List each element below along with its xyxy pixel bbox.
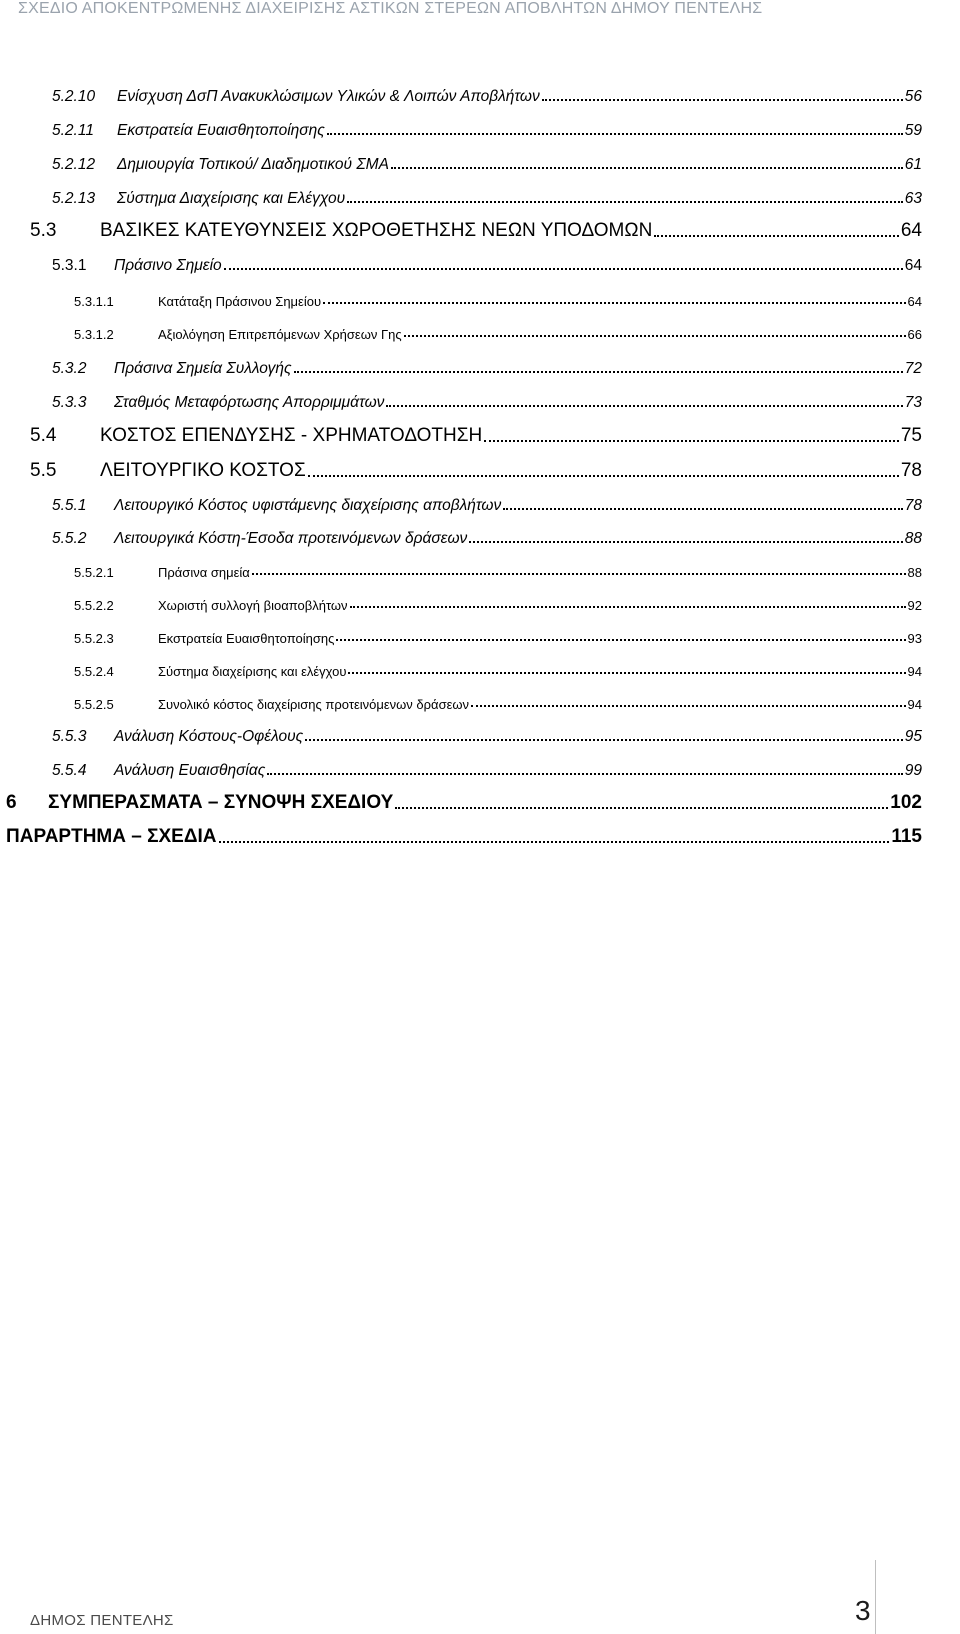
toc-title: Εκστρατεία Ευαισθητοποίησης — [158, 631, 335, 646]
toc-title: Ανάλυση Ευαισθησίας — [114, 762, 266, 779]
toc-number: 5.2.13 — [52, 190, 96, 207]
toc-number: 5.3 — [30, 220, 57, 241]
toc-leader — [484, 440, 899, 442]
toc-leader — [471, 705, 905, 707]
toc-entry[interactable] — [74, 327, 922, 342]
toc-title: Ενίσχυση ΔσΠ Ανακυκλώσιμων Υλικών & Λοιπών Αποβλήτων — [117, 88, 540, 105]
toc-number: 5.2.11 — [52, 122, 94, 139]
toc-page: 64 — [907, 294, 922, 309]
toc-entry[interactable] — [52, 497, 922, 515]
toc-title: Σταθμός Μεταφόρτωσης Απορριμμάτων — [114, 394, 385, 411]
toc-number: 5.3.1.2 — [74, 327, 114, 342]
toc-entry[interactable] — [52, 394, 922, 412]
toc-leader — [386, 405, 902, 407]
toc-title: Δημιουργία Τοπικού/ Διαδημοτικού ΣΜΑ — [117, 156, 389, 173]
toc-leader — [219, 841, 890, 843]
toc-leader — [294, 371, 903, 373]
toc-leader — [350, 606, 906, 608]
toc-entry[interactable] — [52, 762, 922, 780]
toc-page: 115 — [891, 826, 922, 847]
toc-entry[interactable] — [52, 530, 922, 548]
toc-number: 5.5.2.4 — [74, 664, 114, 679]
toc-page: 73 — [904, 394, 922, 411]
toc-page: 59 — [904, 122, 922, 139]
toc-title: Κατάταξη Πράσινου Σημείου — [158, 294, 322, 309]
toc-page: 94 — [907, 697, 922, 712]
toc-page: 88 — [907, 565, 922, 580]
toc-leader — [323, 302, 905, 304]
toc-leader — [252, 573, 906, 575]
toc-page: 56 — [904, 88, 922, 105]
toc-title: Σύστημα διαχείρισης και ελέγχου — [158, 664, 347, 679]
toc-title: ΚΟΣΤΟΣ ΕΠΕΝΔΥΣΗΣ - ΧΡΗΜΑΤΟΔΟΤΗΣΗ — [100, 425, 483, 446]
toc-title: Πράσινο Σημείο — [114, 257, 222, 274]
toc-title: Εκστρατεία Ευαισθητοποίησης — [117, 122, 325, 139]
toc-title: Λειτουργικό Κόστος υφιστάμενης διαχείρισης αποβλήτων — [114, 497, 502, 514]
toc-leader — [336, 639, 905, 641]
toc-number: 5.5 — [30, 460, 57, 481]
toc-leader — [395, 807, 888, 809]
toc-page: 66 — [907, 327, 922, 342]
toc-leader — [503, 508, 903, 510]
toc-entry[interactable] — [30, 220, 922, 242]
toc-number: 5.3.3 — [52, 394, 87, 411]
toc-page: 99 — [904, 762, 922, 779]
toc-entry[interactable] — [74, 565, 922, 580]
toc-entry[interactable] — [30, 460, 922, 482]
toc-entry[interactable] — [52, 360, 922, 378]
toc-number: 6 — [6, 792, 17, 813]
footer-divider — [875, 1560, 876, 1634]
toc-page: 102 — [890, 792, 922, 813]
toc-leader — [542, 99, 903, 101]
toc-title: Λειτουργικά Κόστη-Έσοδα προτεινόμενων δράσεων — [114, 530, 468, 547]
toc-number: 5.5.2.5 — [74, 697, 114, 712]
toc-page: 78 — [904, 497, 922, 514]
toc-entry[interactable] — [52, 190, 922, 208]
toc-entry[interactable] — [74, 294, 922, 309]
toc-number: 5.5.1 — [52, 497, 87, 514]
toc-page: 61 — [904, 156, 922, 173]
toc-number: 5.3.1 — [52, 257, 87, 274]
toc-leader — [347, 201, 903, 203]
toc-title: ΛΕΙΤΟΥΡΓΙΚΟ ΚΟΣΤΟΣ — [100, 460, 306, 481]
page-header: ΣΧΕΔΙΟ ΑΠΟΚΕΝΤΡΩΜΕΝΗΣ ΔΙΑΧΕΙΡΙΣΗΣ ΑΣΤΙΚΩΝ ΣΤΕΡΕΩΝ ΑΠΟΒΛΗΤΩΝ ΔΗΜΟΥ ΠΕΝΤΕΛΗΣ — [18, 0, 763, 17]
toc-page: 64 — [904, 257, 922, 274]
toc-entry[interactable] — [6, 792, 922, 814]
toc-page: 94 — [907, 664, 922, 679]
footer-page-number: 3 — [855, 1595, 871, 1626]
toc-page: 78 — [900, 460, 922, 481]
footer-municipality: ΔΗΜΟΣ ΠΕΝΤΕΛΗΣ — [30, 1612, 174, 1629]
toc-title: Πράσινα σημεία — [158, 565, 250, 580]
toc-number: 5.5.2.2 — [74, 598, 114, 613]
toc-entry[interactable] — [74, 631, 922, 646]
toc-number: 5.3.1.1 — [74, 294, 114, 309]
toc-page: 64 — [900, 220, 922, 241]
toc-leader — [654, 235, 899, 237]
toc-page: 75 — [900, 425, 922, 446]
toc-page: 93 — [907, 631, 922, 646]
toc-page: 88 — [904, 530, 922, 547]
toc-page: 63 — [904, 190, 922, 207]
toc-leader — [308, 475, 899, 477]
toc-entry[interactable] — [30, 425, 922, 447]
toc-entry[interactable] — [52, 88, 922, 106]
toc-leader — [469, 541, 902, 543]
toc-entry[interactable] — [52, 728, 922, 746]
toc-title: ΒΑΣΙΚΕΣ ΚΑΤΕΥΘΥΝΣΕΙΣ ΧΩΡΟΘΕΤΗΣΗΣ ΝΕΩΝ ΥΠΟΔΟΜΩΝ — [100, 220, 653, 241]
toc-title: Σύστημα Διαχείρισης και Ελέγχου — [117, 190, 346, 207]
toc-number: 5.5.2.1 — [74, 565, 114, 580]
toc-title: Ανάλυση Κόστους-Οφέλους — [114, 728, 304, 745]
toc-entry[interactable] — [74, 664, 922, 679]
toc-leader — [305, 739, 903, 741]
toc-title: Αξιολόγηση Επιτρεπόμενων Χρήσεων Γης — [158, 327, 402, 342]
toc-page: 72 — [904, 360, 922, 377]
toc-page: 95 — [904, 728, 922, 745]
toc-number: 5.5.3 — [52, 728, 87, 745]
toc-leader — [404, 335, 906, 337]
toc-leader — [391, 167, 903, 169]
toc-leader — [267, 773, 903, 775]
toc-entry[interactable] — [52, 156, 922, 174]
toc-page: 92 — [907, 598, 922, 613]
toc-leader — [224, 268, 903, 270]
toc-number: 5.5.4 — [52, 762, 87, 779]
toc-number: 5.4 — [30, 425, 57, 446]
toc-entry[interactable] — [6, 826, 922, 848]
toc-number: 5.2.12 — [52, 156, 96, 173]
toc-entry[interactable] — [52, 122, 922, 140]
toc-number: 5.5.2.3 — [74, 631, 114, 646]
toc-leader — [348, 672, 905, 674]
toc-title: Χωριστή συλλογή βιοαποβλήτων — [158, 598, 348, 613]
toc-entry[interactable] — [74, 598, 922, 613]
toc-leader — [327, 133, 903, 135]
toc-number: 5.2.10 — [52, 88, 96, 105]
toc-title: ΣΥΜΠΕΡΑΣΜΑΤΑ – ΣΥΝΟΨΗ ΣΧΕΔΙΟΥ — [48, 792, 394, 813]
toc-title: Συνολικό κόστος διαχείρισης προτεινόμενων δράσεων — [158, 697, 470, 712]
toc-title: ΠΑΡΑΡΤΗΜΑ – ΣΧΕΔΙΑ — [6, 826, 217, 847]
toc-number: 5.5.2 — [52, 530, 87, 547]
toc-entry[interactable] — [52, 257, 922, 275]
toc-number: 5.3.2 — [52, 360, 87, 377]
toc-title: Πράσινα Σημεία Συλλογής — [114, 360, 292, 377]
toc-entry[interactable] — [74, 697, 922, 712]
